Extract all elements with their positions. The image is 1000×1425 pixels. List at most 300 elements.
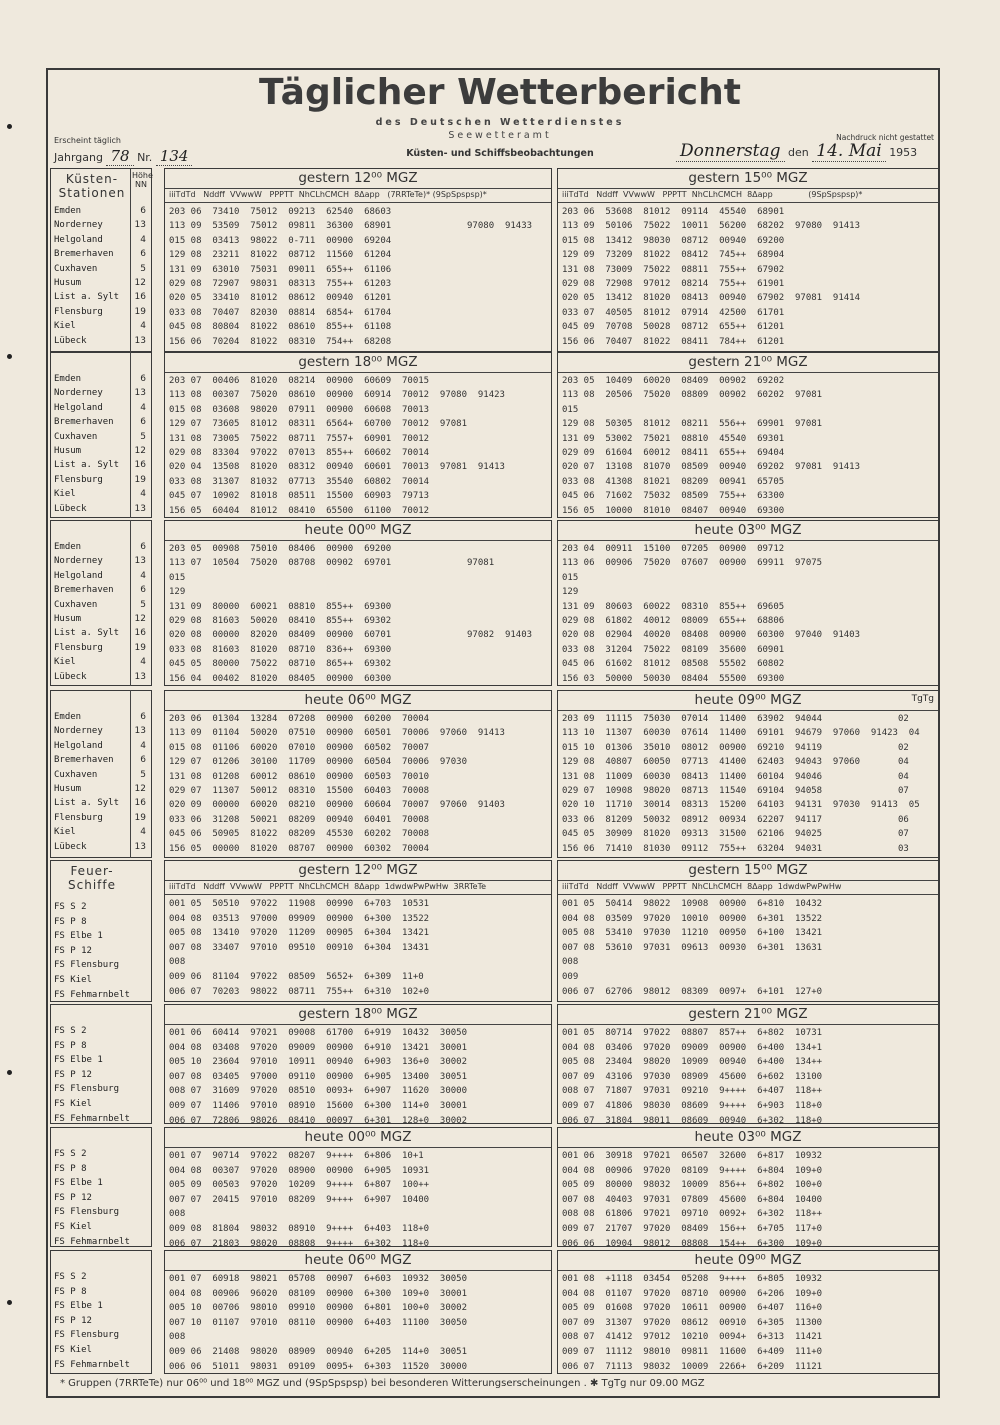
data-row: 131 08 73005 75022 08711 7557+ 60901 70012 xyxy=(169,433,430,444)
data-row: 033 06 31208 50021 08209 00940 60401 70008 xyxy=(169,814,430,825)
data-row: 203 04 00911 15100 07205 00900 09712 xyxy=(562,544,785,554)
data-row: 113 09 01104 50020 07510 00900 60501 70006 97060 91413 xyxy=(169,728,505,739)
data-row: 006 07 31804 98011 08609 00940 6+302 118+0 xyxy=(562,1115,823,1126)
date-line xyxy=(676,141,936,161)
station-height: 4 xyxy=(140,740,146,751)
station-name: FS P 12 xyxy=(54,1315,92,1326)
station-column xyxy=(50,1250,152,1374)
data-row: 006 07 21803 98020 08808 9++++ 6+302 118+0 xyxy=(169,1238,430,1249)
station-name: FS Flensburg xyxy=(54,960,120,971)
data-row: 001 05 50414 98022 10908 00900 6+810 10432 xyxy=(562,899,823,909)
data-row: 007 08 53610 97031 09613 00930 6+301 13631 xyxy=(562,942,823,953)
data-row: 045 08 80804 81022 08610 855++ 61108 xyxy=(169,322,392,333)
panel-s8 xyxy=(557,1250,939,1374)
station-name: List a. Sylt xyxy=(54,292,120,303)
data-row: 005 08 23404 98020 10909 00940 6+400 134++ xyxy=(562,1057,823,1068)
data-row: 203 05 00908 75010 08406 00900 69200 xyxy=(169,544,392,554)
den-label: den xyxy=(788,146,809,159)
station-name: FS Elbe 1 xyxy=(54,1055,103,1066)
report-type: Küsten- und Schiffsbeobachtungen xyxy=(406,148,594,159)
data-row: 005 09 00503 97020 10209 9++++ 6+807 100++ xyxy=(169,1180,430,1191)
data-row: 008 07 41412 97012 10210 0094+ 6+313 11421 xyxy=(562,1332,823,1343)
data-row: 008 07 71807 97031 09210 9++++ 6+407 118++ xyxy=(562,1086,823,1097)
station-height: 6 xyxy=(140,249,146,260)
station-name: FS P 8 xyxy=(54,916,87,927)
station-height: 5 xyxy=(140,431,146,442)
data-row: 009 07 41806 98030 08609 9++++ 6+903 118+0 xyxy=(562,1101,823,1111)
station-height: 4 xyxy=(140,489,146,500)
data-row: 001 06 30918 97021 06507 32600 6+817 10932 xyxy=(562,1151,823,1161)
station-height: 13 xyxy=(134,335,146,346)
station-height: 12 xyxy=(134,614,146,624)
data-row: 129 xyxy=(562,587,579,598)
data-row: 131 08 73009 75022 08811 755++ 67902 xyxy=(562,264,785,275)
data-row: 203 06 73410 75012 09213 62540 68603 xyxy=(169,207,392,217)
station-name: Emden xyxy=(54,374,82,384)
station-name: List a. Sylt xyxy=(54,460,120,471)
station-height: 5 xyxy=(140,263,146,274)
panel-title: heute 03⁰⁰ MGZ xyxy=(558,1128,938,1148)
panel-s6 xyxy=(557,1127,939,1247)
station-height: 6 xyxy=(140,755,146,766)
station-height: 5 xyxy=(140,769,146,780)
data-row: 113 09 53509 75012 09811 36300 68901 97080 91433 xyxy=(169,221,533,232)
data-row: 033 07 40505 81012 07914 42500 61701 xyxy=(562,307,785,318)
data-row: 020 08 00000 82020 08409 00900 60701 97082 91403 xyxy=(169,630,533,641)
data-row: 156 05 60404 81012 08410 65500 61100 70012 xyxy=(169,505,430,516)
station-height: 13 xyxy=(134,671,146,682)
station-name: Norderney xyxy=(54,388,103,399)
punch-hole xyxy=(7,1300,12,1305)
page-title: Täglicher Wetterbericht xyxy=(259,72,741,113)
station-name: Kiel xyxy=(54,657,76,668)
panel-title: heute 06⁰⁰ MGZ xyxy=(165,1251,551,1271)
data-row: 005 08 13410 97020 11209 00905 6+304 13421 xyxy=(169,928,430,939)
data-row: 029 08 81603 50020 08410 855++ 69302 xyxy=(169,616,392,626)
station-name: Cuxhaven xyxy=(54,769,98,780)
station-height: 13 xyxy=(134,556,146,567)
station-name: FS S 2 xyxy=(54,1272,87,1282)
station-height: 13 xyxy=(134,726,146,737)
data-row: 033 06 81209 50032 08912 00934 62207 94117 06 xyxy=(562,814,909,825)
jahrgang-value: 78 xyxy=(106,147,133,166)
data-row: 007 07 20415 97010 08209 9++++ 6+907 10400 xyxy=(169,1194,430,1205)
department: Seewetteramt xyxy=(448,130,552,141)
station-height: 6 xyxy=(140,206,146,216)
data-row: 007 09 31307 97020 08612 00910 6+305 11300 xyxy=(562,1317,823,1328)
station-height: 6 xyxy=(140,374,146,384)
station-name: FS P 12 xyxy=(54,1192,92,1203)
data-row: 001 05 80714 97022 08807 857++ 6+802 10731 xyxy=(562,1028,823,1038)
panel-c2 xyxy=(557,168,939,352)
station-name: Flensburg xyxy=(54,306,103,317)
station-name: Bremerhaven xyxy=(54,249,114,260)
nr-label: Nr. xyxy=(137,151,153,164)
station-height: 4 xyxy=(140,827,146,838)
year: 1953 xyxy=(889,146,918,159)
data-row: 045 07 10902 81018 08511 15500 60903 79713 xyxy=(169,491,430,502)
data-row: 156 05 00000 81020 08707 00900 60302 70004 xyxy=(169,843,430,854)
panel-title: gestern 21⁰⁰ MGZ xyxy=(558,1005,938,1025)
station-height: 16 xyxy=(134,798,146,809)
data-row: 015 xyxy=(562,572,579,583)
data-row: 113 07 10504 75020 08708 00902 69701 97081 xyxy=(169,558,495,569)
data-row: 004 08 00906 97020 08109 9++++ 6+804 109+0 xyxy=(562,1165,823,1176)
data-row: 005 08 53410 97030 11210 00950 6+100 13421 xyxy=(562,928,823,939)
data-row: 129 09 73209 81022 08412 745++ 68904 xyxy=(562,250,785,261)
station-height: 16 xyxy=(134,292,146,303)
data-row: 009 07 11112 98010 09811 11600 6+409 111+0 xyxy=(562,1347,823,1357)
data-row: 006 07 62706 98012 08309 0097+ 6+101 127+0 xyxy=(562,986,823,997)
station-name: FS Fehmarnbelt xyxy=(54,989,130,1000)
data-row: 029 07 10908 98020 08713 11540 69104 94058 07 xyxy=(562,786,909,796)
station-name: Cuxhaven xyxy=(54,263,98,274)
panel-title: gestern 18⁰⁰ MGZ xyxy=(165,1005,551,1025)
panel-title: gestern 18⁰⁰ MGZ xyxy=(165,353,551,373)
data-row: 007 08 33407 97010 09510 00910 6+304 13431 xyxy=(169,942,430,953)
panel-title: gestern 12⁰⁰ MGZ xyxy=(165,169,551,189)
data-row: 006 07 70203 98022 08711 755++ 6+310 102+0 xyxy=(169,986,430,997)
data-row: 006 07 72806 98026 08410 00097 6+301 128+0 30002 xyxy=(169,1115,468,1126)
data-row: 001 07 60918 98021 05708 00907 6+603 10932 30050 xyxy=(169,1274,468,1284)
panel-title: gestern 21⁰⁰ MGZ xyxy=(558,353,938,373)
station-name: FS S 2 xyxy=(54,1026,87,1036)
station-height: 19 xyxy=(134,306,146,317)
data-row: 113 08 20506 75020 08809 00902 60202 97081 xyxy=(562,390,823,401)
frequency-note: Erscheint täglich xyxy=(54,136,121,145)
data-row: 045 06 50905 81022 08209 45530 60202 70008 xyxy=(169,829,430,840)
panel-c8 xyxy=(557,690,939,858)
data-row: 009 07 21707 97020 08409 156++ 6+705 117+0 xyxy=(562,1224,823,1234)
station-name: FS Kiel xyxy=(54,1345,92,1355)
data-row: 131 09 80603 60022 08310 855++ 69605 xyxy=(562,601,785,612)
data-row: 020 10 11710 30014 08313 15200 64103 94131 97030 91413 05 xyxy=(562,800,920,811)
station-name: Helgoland xyxy=(54,570,103,581)
station-height: 19 xyxy=(134,812,146,823)
station-height: 13 xyxy=(134,388,146,399)
station-name: FS Flensburg xyxy=(54,1084,120,1095)
station-height: 4 xyxy=(140,402,146,413)
station-height: 6 xyxy=(140,542,146,552)
station-name: FS Kiel xyxy=(54,975,92,985)
data-row: 004 08 00307 97020 08900 00900 6+905 10931 xyxy=(169,1165,430,1176)
data-row: 156 04 00402 81020 08405 00900 60300 xyxy=(169,673,392,684)
station-name: FS P 12 xyxy=(54,945,92,956)
station-name: FS P 8 xyxy=(54,1040,87,1051)
panel-title: gestern 15⁰⁰ MGZ xyxy=(558,861,938,881)
station-height: 16 xyxy=(134,628,146,639)
data-row: 008 xyxy=(169,957,186,968)
data-row: 007 08 40403 97031 07809 45600 6+804 10400 xyxy=(562,1194,823,1205)
panel-s5 xyxy=(164,1127,552,1247)
data-row: 005 09 01608 97020 10611 00900 6+407 116+0 xyxy=(562,1303,823,1314)
station-name: FS S 2 xyxy=(54,902,87,912)
data-row: 001 07 90714 97022 08207 9++++ 6+806 10+1 xyxy=(169,1151,424,1161)
station-name: Helgoland xyxy=(54,740,103,751)
punch-hole xyxy=(7,354,12,359)
data-row: 029 08 72908 97012 08214 755++ 61901 xyxy=(562,279,785,289)
station-height: 6 xyxy=(140,585,146,596)
data-row: 113 10 11307 60030 07614 11400 69101 94679 97060 91423 04 xyxy=(562,728,920,739)
data-row: 008 xyxy=(169,1209,186,1220)
data-row: 113 08 00307 75020 08610 00900 60914 70012 97080 91423 xyxy=(169,390,505,401)
data-row: 029 08 72907 98031 08313 755++ 61203 xyxy=(169,279,392,289)
station-name: FS Fehmarnbelt xyxy=(54,1236,130,1247)
station-height: 13 xyxy=(134,220,146,231)
station-name: FS P 12 xyxy=(54,1069,92,1080)
panel-c5 xyxy=(164,520,552,686)
station-header: Feuer- Schiffe xyxy=(68,864,116,892)
panel-title: heute 00⁰⁰ MGZ xyxy=(165,521,551,541)
station-name: List a. Sylt xyxy=(54,798,120,809)
data-row: 045 09 70708 50028 08712 655++ 61201 xyxy=(562,322,785,333)
data-row: 004 08 03408 97020 09009 00900 6+910 13421 30001 xyxy=(169,1042,468,1053)
station-name: Lübeck xyxy=(54,841,87,852)
data-row: 156 05 10000 81010 08407 00940 69300 xyxy=(562,505,785,516)
data-row: 004 08 03509 97020 10010 00900 6+301 13522 xyxy=(562,913,823,924)
station-name: Helgoland xyxy=(54,234,103,245)
station-name: Kiel xyxy=(54,321,76,332)
data-row: 008 07 31609 97020 08510 0093+ 6+907 11620 30000 xyxy=(169,1086,468,1097)
tgtg-label: TgTg xyxy=(911,694,934,704)
station-height: 19 xyxy=(134,642,146,653)
station-name: FS Flensburg xyxy=(54,1330,120,1341)
data-row: 007 09 43106 97030 08909 45600 6+602 13100 xyxy=(562,1071,823,1082)
station-name: Norderney xyxy=(54,726,103,737)
data-row: 129 xyxy=(169,587,186,598)
station-name: Husum xyxy=(54,614,82,624)
data-row: 020 05 13412 81020 08413 00940 67902 97081 91414 xyxy=(562,293,861,304)
punch-hole xyxy=(7,1070,12,1075)
station-name: Lübeck xyxy=(54,335,87,346)
issue-info xyxy=(54,147,192,165)
station-name: Husum xyxy=(54,446,82,456)
station-name: Lübeck xyxy=(54,503,87,514)
data-row: 020 09 00000 60020 08210 00900 60604 70007 97060 91403 xyxy=(169,800,505,811)
data-row: 004 08 01107 97020 08710 00900 6+206 109+0 xyxy=(562,1288,823,1299)
data-row: 156 03 50000 50030 08404 55500 69300 xyxy=(562,673,785,684)
station-name: FS Kiel xyxy=(54,1099,92,1109)
panel-s1 xyxy=(164,860,552,1002)
panel-title: gestern 15⁰⁰ MGZ xyxy=(558,169,938,189)
data-row: 006 07 71113 98032 10009 2266+ 6+209 11121 xyxy=(562,1361,823,1372)
station-name: Emden xyxy=(54,206,82,216)
station-name: Helgoland xyxy=(54,402,103,413)
panel-c3 xyxy=(164,352,552,518)
station-name: FS P 8 xyxy=(54,1163,87,1174)
data-row: 156 06 70407 81022 08411 784++ 61201 xyxy=(562,336,785,347)
data-row: 203 09 11115 75030 07014 11400 63902 94044 02 xyxy=(562,714,909,724)
height-header: Höhe NN xyxy=(132,171,153,189)
data-row: 006 06 51011 98031 09109 0095+ 6+303 11520 30000 xyxy=(169,1361,468,1372)
data-row: 005 09 80000 98032 10009 856++ 6+802 100+0 xyxy=(562,1180,823,1191)
panel-title: heute 06⁰⁰ MGZ xyxy=(165,691,551,711)
panel-title: gestern 12⁰⁰ MGZ xyxy=(165,861,551,881)
data-row: 007 08 03405 97000 09110 00900 6+905 13400 30051 xyxy=(169,1071,468,1082)
station-name: Kiel xyxy=(54,489,76,500)
station-height: 16 xyxy=(134,460,146,471)
data-row: 015 08 01106 60020 07010 00900 60502 70007 xyxy=(169,742,430,753)
station-name: FS Elbe 1 xyxy=(54,1178,103,1189)
publisher: des Deutschen Wetterdienstes xyxy=(375,117,625,128)
panel-c6 xyxy=(557,520,939,686)
station-name: Norderney xyxy=(54,556,103,567)
data-row: 006 06 10904 98012 08808 154++ 6+300 109+0 xyxy=(562,1238,823,1249)
data-row: 015 xyxy=(169,572,186,583)
station-name: Husum xyxy=(54,784,82,794)
data-row: 156 06 71410 81030 09112 755++ 63204 94031 03 xyxy=(562,843,909,854)
station-name: FS Kiel xyxy=(54,1222,92,1232)
data-row: 129 07 01206 30100 11709 00900 60504 70006 97030 xyxy=(169,757,468,768)
station-name: FS S 2 xyxy=(54,1149,87,1159)
station-name: FS Fehmarnbelt xyxy=(54,1113,130,1124)
data-row: 008 08 61806 97021 09710 0092+ 6+302 118++ xyxy=(562,1209,823,1220)
station-height: 19 xyxy=(134,474,146,485)
data-row: 033 08 41308 81021 08209 00941 65705 xyxy=(562,476,785,487)
data-row: 009 xyxy=(562,972,579,982)
station-name: FS Elbe 1 xyxy=(54,1301,103,1312)
station-height: 12 xyxy=(134,278,146,288)
station-name: Emden xyxy=(54,542,82,552)
station-header: Küsten- Stationen xyxy=(58,172,126,200)
panel-title: heute 09⁰⁰ MGZ xyxy=(558,691,938,711)
station-name: FS P 8 xyxy=(54,1286,87,1297)
station-name: Lübeck xyxy=(54,671,87,682)
data-row: 131 08 01208 60012 08610 00900 60503 70010 xyxy=(169,771,430,782)
jahrgang-label: Jahrgang xyxy=(54,151,103,164)
data-row: 008 xyxy=(562,957,579,968)
data-row: 020 05 33410 81012 08612 00940 61201 xyxy=(169,293,392,304)
station-name: Flensburg xyxy=(54,474,103,485)
panel-title: heute 03⁰⁰ MGZ xyxy=(558,521,938,541)
column-header: iiiTdTd Nddff VVwwW PPPTT NhCLhCMCH 8Δapp (7RRTeTe)* (9SpSpspsp)* xyxy=(165,188,551,203)
data-row: 131 09 53002 75021 08810 45540 69301 xyxy=(562,433,785,444)
station-name: Flensburg xyxy=(54,812,103,823)
panel-s2 xyxy=(557,860,939,1002)
station-height: 4 xyxy=(140,321,146,332)
data-row: 203 06 01304 13284 07208 00900 60200 70004 xyxy=(169,714,430,724)
data-row: 129 08 40807 60050 07713 41400 62403 94043 97060 04 xyxy=(562,757,909,768)
station-height: 13 xyxy=(134,841,146,852)
panel-title: heute 00⁰⁰ MGZ xyxy=(165,1128,551,1148)
station-name: Cuxhaven xyxy=(54,599,98,610)
data-row: 203 05 10409 60020 08409 00902 69202 xyxy=(562,376,785,386)
data-row: 009 06 21408 98020 08909 00940 6+205 114+0 30051 xyxy=(169,1347,468,1357)
column-header: iiiTdTd Nddff VVwwW PPPTT NhCLhCMCH 8Δapp (9SpSpspsp)* xyxy=(558,188,938,203)
data-row: 045 05 80000 75022 08710 865++ 69302 xyxy=(169,659,392,670)
station-name: Cuxhaven xyxy=(54,431,98,442)
column-header: iiiTdTd Nddff VVwwW PPPTT NhCLhCMCH 8Δapp 1dwdwPwPwHw 3RRTeTe xyxy=(165,880,551,895)
station-height: 4 xyxy=(140,570,146,581)
data-row: 020 08 02904 40020 08408 00900 60300 97040 91403 xyxy=(562,630,861,641)
data-row: 129 08 50305 81012 08211 556++ 69901 97081 xyxy=(562,419,823,430)
data-row: 033 08 81603 81020 08710 836++ 69300 xyxy=(169,644,392,655)
station-name: Flensburg xyxy=(54,642,103,653)
station-height: 4 xyxy=(140,234,146,245)
data-row: 001 06 60414 97021 09008 61700 6+919 10432 30050 xyxy=(169,1028,468,1038)
data-row: 004 08 00906 96020 08109 00900 6+300 109+0 30001 xyxy=(169,1288,468,1299)
footnote: * Gruppen (7RRTeTe) nur 06⁰⁰ und 18⁰⁰ MGZ und (9SpSpspsp) bei besonderen Witterungserscheinungen . ✱ TgTg nur 09.00 MGZ xyxy=(60,1378,705,1389)
data-row: 008 xyxy=(169,1332,186,1343)
station-height: 5 xyxy=(140,599,146,610)
data-row: 131 09 80000 60021 08810 855++ 69300 xyxy=(169,601,392,612)
panel-c7 xyxy=(164,690,552,858)
data-row: 009 06 81104 97022 08509 5652+ 6+309 11+0 xyxy=(169,972,424,982)
data-row: 015 xyxy=(562,404,579,415)
copyright-note: Nachdruck nicht gestattet xyxy=(836,133,934,142)
panel-s7 xyxy=(164,1250,552,1374)
data-row: 113 09 50106 75022 10011 56200 68202 97080 91413 xyxy=(562,221,861,232)
station-name: Husum xyxy=(54,278,82,288)
column-header: iiiTdTd Nddff VVwwW PPPTT NhCLhCMCH 8Δapp 1dwdwPwPwHw xyxy=(558,880,938,895)
data-row: 015 08 13412 98030 08712 00940 69200 xyxy=(562,235,785,246)
data-row: 131 08 11009 60030 08413 11400 60104 94046 04 xyxy=(562,771,909,782)
data-row: 015 08 03413 98022 0-711 00900 69204 xyxy=(169,235,392,246)
station-name: Bremerhaven xyxy=(54,417,114,428)
station-name: Norderney xyxy=(54,220,103,231)
station-height: 6 xyxy=(140,417,146,428)
data-row: 033 08 70407 82030 08814 6854+ 61704 xyxy=(169,307,392,318)
panel-s3 xyxy=(164,1004,552,1124)
station-name: Bremerhaven xyxy=(54,755,114,766)
data-row: 033 08 31204 75022 08109 35600 60901 xyxy=(562,644,785,655)
station-height: 12 xyxy=(134,784,146,794)
station-height: 6 xyxy=(140,712,146,722)
data-row: 007 10 01107 97010 08110 00900 6+403 11100 30050 xyxy=(169,1317,468,1328)
data-row: 203 07 00406 81020 08214 00900 60609 70015 xyxy=(169,376,430,386)
panel-title: heute 09⁰⁰ MGZ xyxy=(558,1251,938,1271)
station-name: FS Elbe 1 xyxy=(54,931,103,942)
weekday: Donnerstag xyxy=(676,141,785,162)
data-row: 029 08 83304 97022 07013 855++ 60602 70014 xyxy=(169,448,430,458)
data-row: 033 08 31307 81032 07713 35540 60802 70014 xyxy=(169,476,430,487)
data-row: 203 06 53608 81012 09114 45540 68901 xyxy=(562,207,785,217)
data-row: 045 06 61602 81012 08508 55502 60802 xyxy=(562,659,785,670)
station-name: Kiel xyxy=(54,827,76,838)
data-row: 015 10 01306 35010 08012 00900 69210 94119 02 xyxy=(562,742,909,753)
data-row: 020 07 13108 81070 08509 00940 69202 97081 91413 xyxy=(562,462,861,473)
data-row: 009 08 81804 98032 08910 9++++ 6+403 118+0 xyxy=(169,1224,430,1234)
panel-c1 xyxy=(164,168,552,352)
station-height: 13 xyxy=(134,503,146,514)
station-name: Emden xyxy=(54,712,82,722)
data-row: 029 08 61802 40012 08009 655++ 68806 xyxy=(562,616,785,626)
data-row: 129 07 73605 81012 08311 6564+ 60700 70012 97081 xyxy=(169,419,468,430)
data-row: 004 08 03513 97000 09909 00900 6+300 13522 xyxy=(169,913,430,924)
date: 14. Mai xyxy=(812,141,885,162)
data-row: 005 10 23604 97010 10911 00940 6+903 136+0 30002 xyxy=(169,1057,468,1068)
data-row: 001 08 +1118 03454 05208 9++++ 6+805 10932 xyxy=(562,1274,823,1284)
station-name: FS Fehmarnbelt xyxy=(54,1359,130,1370)
nr-value: 134 xyxy=(156,147,193,166)
data-row: 129 08 23211 81022 08712 11560 61204 xyxy=(169,250,392,261)
data-row: 045 06 71602 75032 08509 755++ 63300 xyxy=(562,491,785,502)
station-name: Bremerhaven xyxy=(54,585,114,596)
data-row: 045 05 30909 81020 09313 31500 62106 94025 07 xyxy=(562,829,909,840)
data-row: 020 04 13508 81020 08312 00940 60601 70013 97081 91413 xyxy=(169,462,505,473)
data-row: 029 07 11307 50012 08310 15500 60403 70008 xyxy=(169,786,430,796)
station-name: FS Flensburg xyxy=(54,1207,120,1218)
data-row: 005 10 00706 98010 09910 00900 6+801 100+0 30002 xyxy=(169,1303,468,1314)
station-height: 12 xyxy=(134,446,146,456)
data-row: 001 05 50510 97022 11908 00990 6+703 10531 xyxy=(169,899,430,909)
data-row: 131 09 63010 75031 09011 655++ 61106 xyxy=(169,264,392,275)
data-row: 156 06 70204 81022 08310 754++ 68208 xyxy=(169,336,392,347)
data-row: 004 08 03406 97020 09009 00900 6+400 134+1 xyxy=(562,1042,823,1053)
data-row: 009 07 11406 97010 08910 15600 6+300 114+0 30001 xyxy=(169,1101,468,1111)
station-name: List a. Sylt xyxy=(54,628,120,639)
panel-c4 xyxy=(557,352,939,518)
